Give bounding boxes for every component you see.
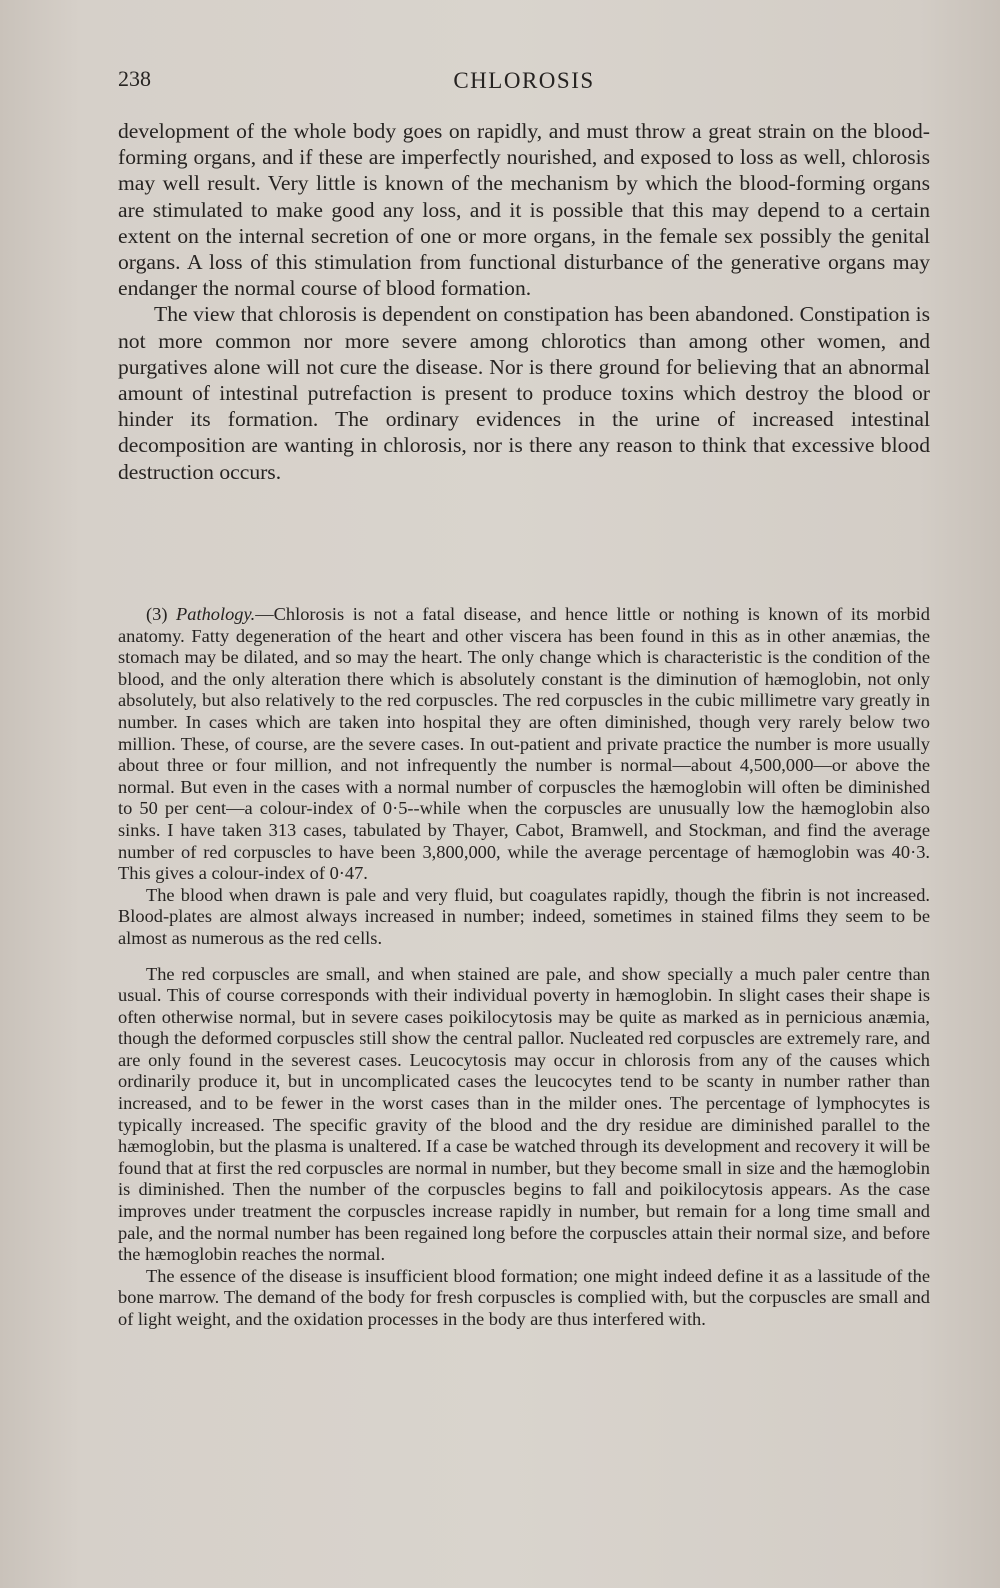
paragraph-continued: development of the whole body goes on rapidly, and must throw a great strain on the blood-forming organs, and if these are imperfectly nourished, and exposed to loss as well, chlorosis may well result. Very little is known of the mechanism by which the blood-forming organs are stimulated to make good any loss, and it is possible that this may depend to a certain extent on the internal secretion of one or more organs, in the female sex possibly the genital organs. A loss of this stimulation from functional disturbance of the generative organs may endanger the normal course of blood formation. [118, 119, 930, 301]
section-heading: Pathology. [176, 604, 256, 624]
paragraph-essence: The essence of the disease is insufficient blood formation; one might indeed define it as a lassitude of the bone marrow. The demand of the body for fresh corpuscles is complied with, but the corpuscles are small and of light weight, and the oxidation processes in the body are thus interfered with. [118, 1265, 930, 1329]
main-text [118, 118, 930, 485]
paragraph-red-corpuscles: The red corpuscles are small, and when stained are pale, and show specially a much paler centre than usual. This of course corresponds with their individual poverty in hæmoglobin. In slight cases their shape is often otherwise normal, but in severe cases poikilocytosis may be quite as marked as in pernicious anæmia, though the deformed corpuscles still show the central pallor. Nucleated red corpuscles are extremely rare, and are only found in the severest cases. Leucocytosis may occur in chlorosis from any of the causes which ordinarily produce it, but in uncomplicated cases the leucocytes tend to be scanty in number rather than increased, and to be fewer in the worst cases than in the milder ones. The percentage of lymphocytes is typically increased. The specific gravity of the blood and the dry residue are diminished parallel to the hæmoglobin, but the plasma is unaltered. If a case be watched through its development and recovery it will be found that at first the red corpuscles are normal in number, but they become small in size and the hæmoglobin is diminished. Then the number of the corpuscles begins to fall and poikilocytosis appears. As the case improves under treatment the corpuscles increase rapidly in number, but remain for a long time small and pale, and the normal number has been regained long before the corpuscles attain their normal size, and before the hæmoglobin reaches the normal. [118, 963, 930, 1265]
pathology-text: Chlorosis is not a fatal disease, and hence little or nothing is known of its morbid anatomy. Fatty degeneration of the heart and other viscera has been found in this as in other anæmias, the stomach may be dilated, and so may the heart. The only change which is characteristic is the condition of the blood, and the only alteration there which is absolutely constant is the diminution of hæmoglobin, not only absolutely, but also relatively to the red corpuscles. The red corpuscles in the cubic millimetre vary greatly in number. In cases which are taken into hospital they are often diminished, though very rarely below two million. These, of course, are the severe cases. In out-patient and private practice the number is more usually about three or four million, and not infrequently the number is normal—about 4,500,000—or above the normal. But even in the cases with a normal number of corpuscles the hæmoglobin will often be diminished to 50 per cent—a colour-index of 0·5--while when the corpuscles are unusually low the hæmoglobin also sinks. I have taken 313 cases, tabulated by Thayer, Cabot, Bramwell, and Stockman, and find the average number of red corpuscles to have been 3,800,000, while the average percentage of hæmoglobin was 40·3. This gives a colour-index of 0·47. [118, 604, 930, 884]
running-head: CHLOROSIS [453, 68, 595, 93]
page-header [118, 66, 930, 98]
paragraph-blood: The blood when drawn is pale and very fluid, but coagulates rapidly, though the fibrin is not increased. Blood-plates are almost always increased in number; indeed, sometimes in stained films they seem to be almost as numerous as the red cells. [118, 884, 930, 948]
paragraph-constipation: The view that chlorosis is dependent on constipation has been abandoned. Constipation is not more common nor more severe among chlorotics than among other women, and purgatives alone will not cure the disease. Nor is there ground for believing that an abnormal amount of intestinal putrefaction is present to produce toxins which destroy the blood or hinder its formation. The ordinary evidences in the urine of increased intestinal decomposition are wanting in chlorosis, nor is there any reason to think that excessive blood destruction occurs. [118, 302, 930, 484]
pathology-paragraph [118, 604, 930, 885]
page-number: 238 [118, 66, 151, 91]
section-dash: — [255, 604, 274, 624]
small-print-section [118, 604, 930, 1331]
section-number: (3) [146, 604, 168, 624]
